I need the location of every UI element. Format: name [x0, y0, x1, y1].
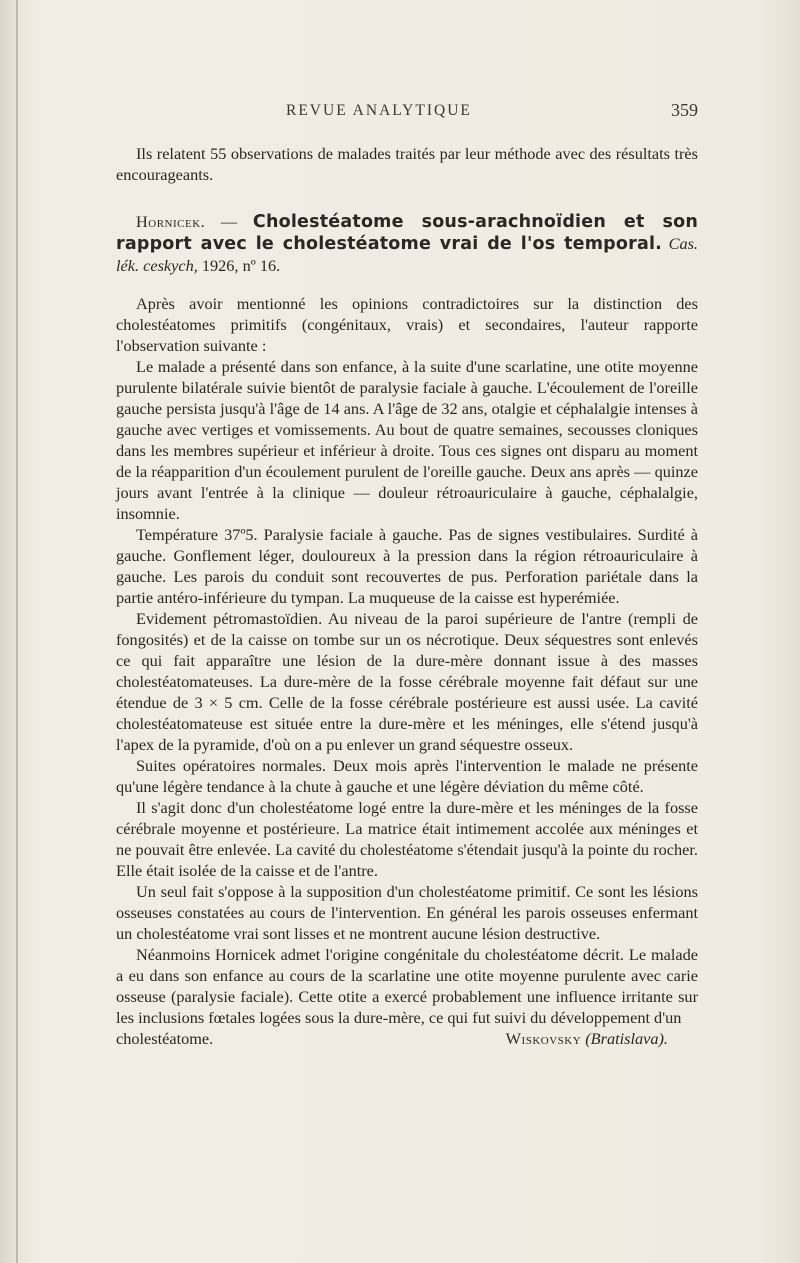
journal-name: Cas. lék. ceskych,	[116, 234, 698, 275]
running-head: REVUE ANALYTIQUE	[286, 102, 472, 119]
heading-dash: —	[205, 212, 253, 231]
intro-paragraph: Ils relatent 55 observations de malades traités par leur méthode avec des résultats très encourageants.	[116, 144, 698, 184]
journal-citation: 1926, nº 16.	[197, 256, 281, 275]
closing-text: Néanmoins Hornicek admet l'origine congénitale du cholestéatome décrit. Le malade a eu dans son enfance au cours de la scarlatine une otite moyenne purulente avec carie osseuse (paralysie faciale). Cette otite a exercé probablement une influence irritante sur les inclusions fœtales logées sous la dure-mère, ce qui fut suivi du développement d'un	[116, 945, 698, 1027]
body-paragraph: Il s'agit donc d'un cholestéatome logé entre la dure-mère et les méninges de la fosse cérébrale moyenne et postérieure. La matrice était intimement accolée aux méninges et ne pouvait être enlevée. La cavité du cholestéatome s'étendait jusqu'à la pointe du rocher. Elle était isolée de la caisse et de l'antre.	[116, 798, 698, 880]
body-paragraph: Après avoir mentionné les opinions contradictoires sur la distinction des cholestéatomes primitifs (congénitaux, vrais) et secondaires, l'auteur rapporte l'observation suivante :	[116, 294, 698, 355]
body-paragraph: Température 37º5. Paralysie faciale à gauche. Pas de signes vestibulaires. Surdité à gauche. Gonflement léger, douloureux à la pression dans la région rétroauriculaire à gauche. Les parois du conduit sont recouvertes de pus. Perforation pariétale dans la partie antéro-inférieure du tympan. La muqueuse de la caisse est hyperémiée.	[116, 525, 698, 607]
article-heading	[116, 211, 698, 276]
page-header	[116, 100, 698, 126]
signature-line	[116, 1028, 698, 1049]
article-body	[116, 143, 698, 1049]
body-paragraph: Un seul fait s'oppose à la supposition d'un cholestéatome primitif. Ce sont les lésions osseuses constatées au cours de l'intervention. En général les parois osseuses enfermant un cholestéatome vrai sont lisses et ne montrent aucune lésion destructive.	[116, 882, 698, 943]
page-edge-shadow	[16, 0, 18, 1263]
article-title: Cholestéatome sous-arachnoïdien et son rapport avec le cholestéatome vrai de l'os temporal.	[116, 212, 698, 254]
body-paragraph: Le malade a présenté dans son enfance, à la suite d'une scarlatine, une otite moyenne purulente bilatérale suivie bientôt de paralysie faciale à gauche. L'écoulement de l'oreille gauche persista jusqu'à l'âge de 14 ans. A l'âge de 32 ans, otalgie et céphalalgie intenses à gauche avec vertiges et vomissements. Au bout de quatre semaines, secousses cloniques dans les membres supérieur et inférieur à droite. Tous ces signes ont disparu au moment de la réapparition d'un écoulement purulent de l'oreille gauche. Deux ans après — quinze jours avant l'entrée à la clinique — douleur rétroauriculaire à gauche, céphalalgie, insomnie.	[116, 357, 698, 523]
reviewer-location: (Bratislava).	[585, 1029, 668, 1048]
author-name: Hornicek.	[136, 212, 206, 231]
page-number: 359	[671, 100, 698, 120]
body-paragraph: Suites opératoires normales. Deux mois après l'intervention le malade ne présente qu'une légère tendance à la chute à gauche et une légère déviation du même côté.	[116, 756, 698, 796]
reviewer-name: Wiskovsky	[505, 1029, 582, 1048]
reviewer-signature	[506, 1028, 698, 1049]
body-paragraph: Evidement pétromastoïdien. Au niveau de la paroi supérieure de l'antre (rempli de fongosités) et de la caisse on tombe sur un os nécrotique. Deux séquestres sont enlevés ce qui fait apparaître une lésion de la dure-mère donnant issue à des masses cholestéatomateuses. La dure-mère de la fosse cérébrale moyenne fait défaut sur une étendue de 3 × 5 cm. Celle de la fosse cérébrale postérieure est aussi usée. La cavité cholestéatomateuse est située entre la dure-mère et les méninges, elle s'étend jusqu'à l'apex de la pyramide, d'où on a pu enlever un grand séquestre osseux.	[116, 609, 698, 754]
closing-last-word: cholestéatome.	[116, 1029, 214, 1048]
closing-paragraph	[116, 944, 698, 1028]
